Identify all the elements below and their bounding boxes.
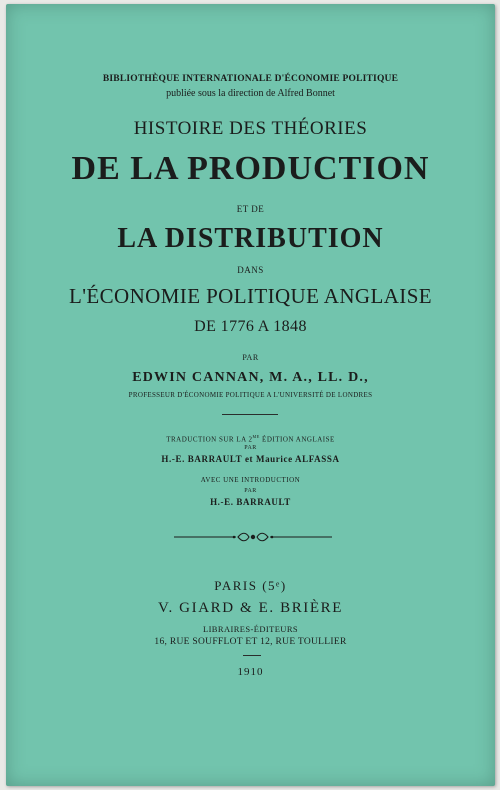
title-line-1: HISTOIRE DES THÉORIES xyxy=(133,118,368,139)
translation-suffix: ÉDITION ANGLAISE xyxy=(259,435,335,444)
imprint-publisher: V. GIARD & E. BRIÈRE xyxy=(157,600,344,616)
divider-rule xyxy=(222,414,278,415)
author-par: PAR xyxy=(242,353,259,362)
title-connector-et-de: ET DE xyxy=(236,204,265,214)
translation-prefix: TRADUCTION SUR LA 2 xyxy=(166,435,253,444)
title-line-4: LA DISTRIBUTION xyxy=(117,223,384,254)
translators-par: PAR xyxy=(244,445,257,451)
author-position: PROFESSEUR D'ÉCONOMIE POLITIQUE A L'UNIVERSITÉ DE LONDRES xyxy=(128,391,373,399)
year-rule xyxy=(243,655,261,656)
title-connector-dans: DANS xyxy=(237,265,264,275)
title-dates: DE 1776 A 1848 xyxy=(194,318,307,335)
imprint-address: 16, RUE SOUFFLOT ET 12, RUE TOULLIER xyxy=(154,637,347,647)
introduction-par: PAR xyxy=(244,488,257,494)
imprint-role: LIBRAIRES-ÉDITEURS xyxy=(202,624,299,634)
imprint-city: PARIS (5ᵉ) xyxy=(214,578,287,593)
book-cover xyxy=(6,4,495,786)
translators-names: H.-E. BARRAULT et Maurice ALFASSA xyxy=(161,454,340,464)
series-title: BIBLIOTHÈQUE INTERNATIONALE D'ÉCONOMIE POLITIQUE xyxy=(102,74,399,84)
translation-edition-sup: ME xyxy=(252,434,260,439)
imprint-year: 1910 xyxy=(237,666,264,678)
title-line-2: DE LA PRODUCTION xyxy=(71,150,430,187)
introduction-author: H.-E. BARRAULT xyxy=(210,497,291,507)
series-editor: publiée sous la direction de Alfred Bonnet xyxy=(166,88,335,99)
introduction-label: AVEC UNE INTRODUCTION xyxy=(200,476,301,484)
title-line-6: L'ÉCONOMIE POLITIQUE ANGLAISE xyxy=(68,284,432,308)
translation-note xyxy=(6,434,495,443)
author-name: EDWIN CANNAN, M. A., LL. D., xyxy=(132,370,369,385)
ornament-icon xyxy=(174,530,332,544)
